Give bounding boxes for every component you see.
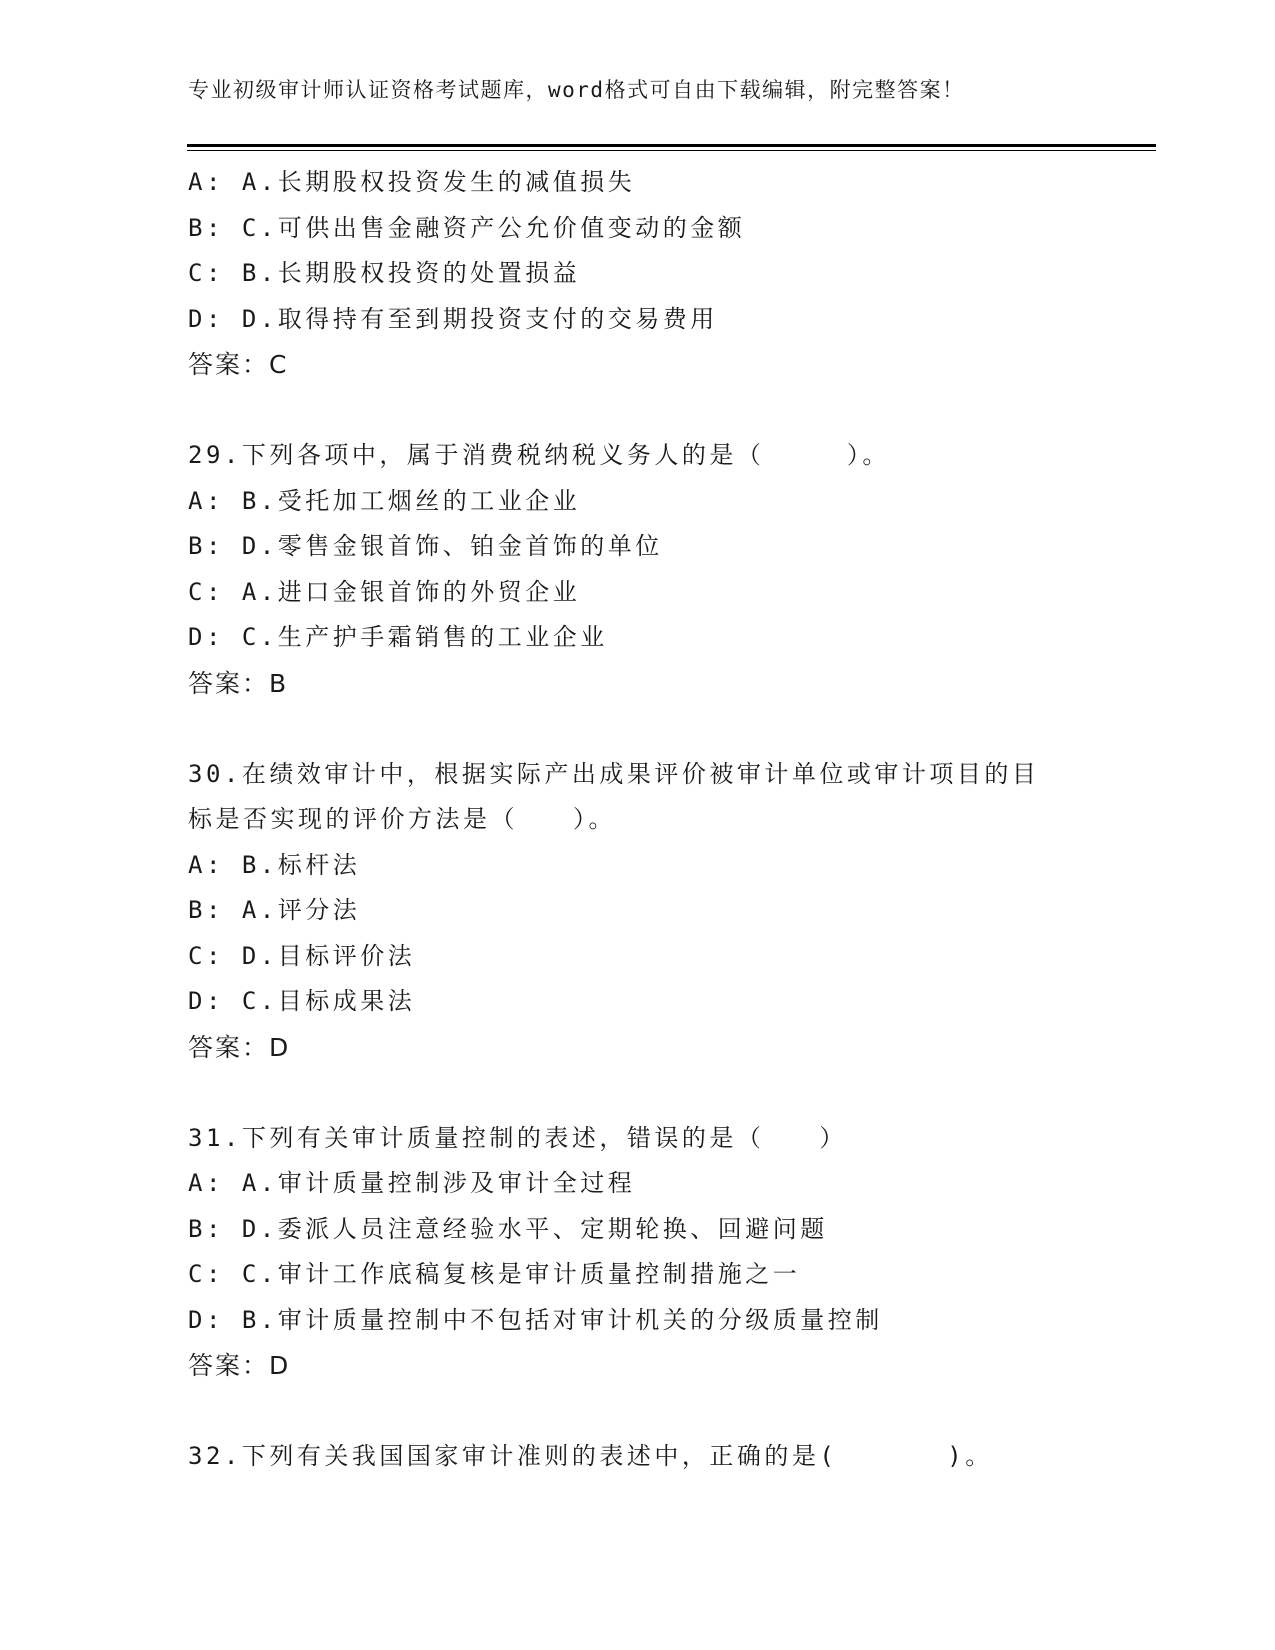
- option-d: D: C.生产护手霜销售的工业企业: [188, 623, 608, 651]
- question-32: [188, 1434, 1088, 1480]
- option-a: A: A.长期股权投资发生的减值损失: [188, 168, 636, 196]
- question-29: [188, 433, 1088, 706]
- question-stem: 32.下列有关我国国家审计准则的表述中，正确的是( )。: [188, 1442, 993, 1470]
- option-d: D: D.取得持有至到期投资支付的交易费用: [188, 304, 718, 333]
- option-a: A: B.标杆法: [188, 850, 361, 879]
- question-28-continued: [188, 160, 1088, 388]
- question-stem: 29.下列各项中，属于消费税纳税义务人的是（ ）。: [188, 441, 890, 469]
- question-31: [188, 1116, 1088, 1389]
- option-b: B: D.零售金银首饰、铂金首饰的单位: [188, 532, 663, 560]
- question-stem: 30.在绩效审计中，根据实际产出成果评价被审计单位或审计项目的目: [188, 759, 1040, 788]
- question-stem: 31.下列有关审计质量控制的表述，错误的是（ ）: [188, 1123, 847, 1152]
- header-rule-thin: [187, 150, 1156, 151]
- option-c: C: A.进口金银首饰的外贸企业: [188, 577, 581, 606]
- option-d: D: B.审计质量控制中不包括对审计机关的分级质量控制: [188, 1305, 883, 1334]
- option-a: A: B.受托加工烟丝的工业企业: [188, 486, 581, 515]
- question-stem-continued: 标是否实现的评价方法是（ ）。: [188, 805, 616, 833]
- document-body: [188, 160, 1088, 1480]
- option-c: C: D.目标评价法: [188, 941, 416, 970]
- option-c: C: B.长期股权投资的处置损益: [188, 259, 581, 287]
- option-b: B: A.评分法: [188, 896, 361, 924]
- page-header: 专业初级审计师认证资格考试题库，word格式可自由下载编辑，附完整答案！: [188, 78, 965, 102]
- option-c: C: C.审计工作底稿复核是审计质量控制措施之一: [188, 1260, 801, 1288]
- answer: 答案：D: [188, 1351, 291, 1380]
- option-a: A: A.审计质量控制涉及审计全过程: [188, 1169, 636, 1197]
- option-b: B: D.委派人员注意经验水平、定期轮换、回避问题: [188, 1214, 828, 1243]
- answer: 答案：C: [188, 350, 289, 379]
- option-d: D: C.目标成果法: [188, 987, 416, 1015]
- question-30: [188, 752, 1088, 1071]
- answer: 答案：B: [188, 668, 289, 698]
- header-rule-thick: [187, 144, 1156, 147]
- answer: 答案：D: [188, 1032, 291, 1062]
- option-b: B: C.可供出售金融资产公允价值变动的金额: [188, 213, 746, 242]
